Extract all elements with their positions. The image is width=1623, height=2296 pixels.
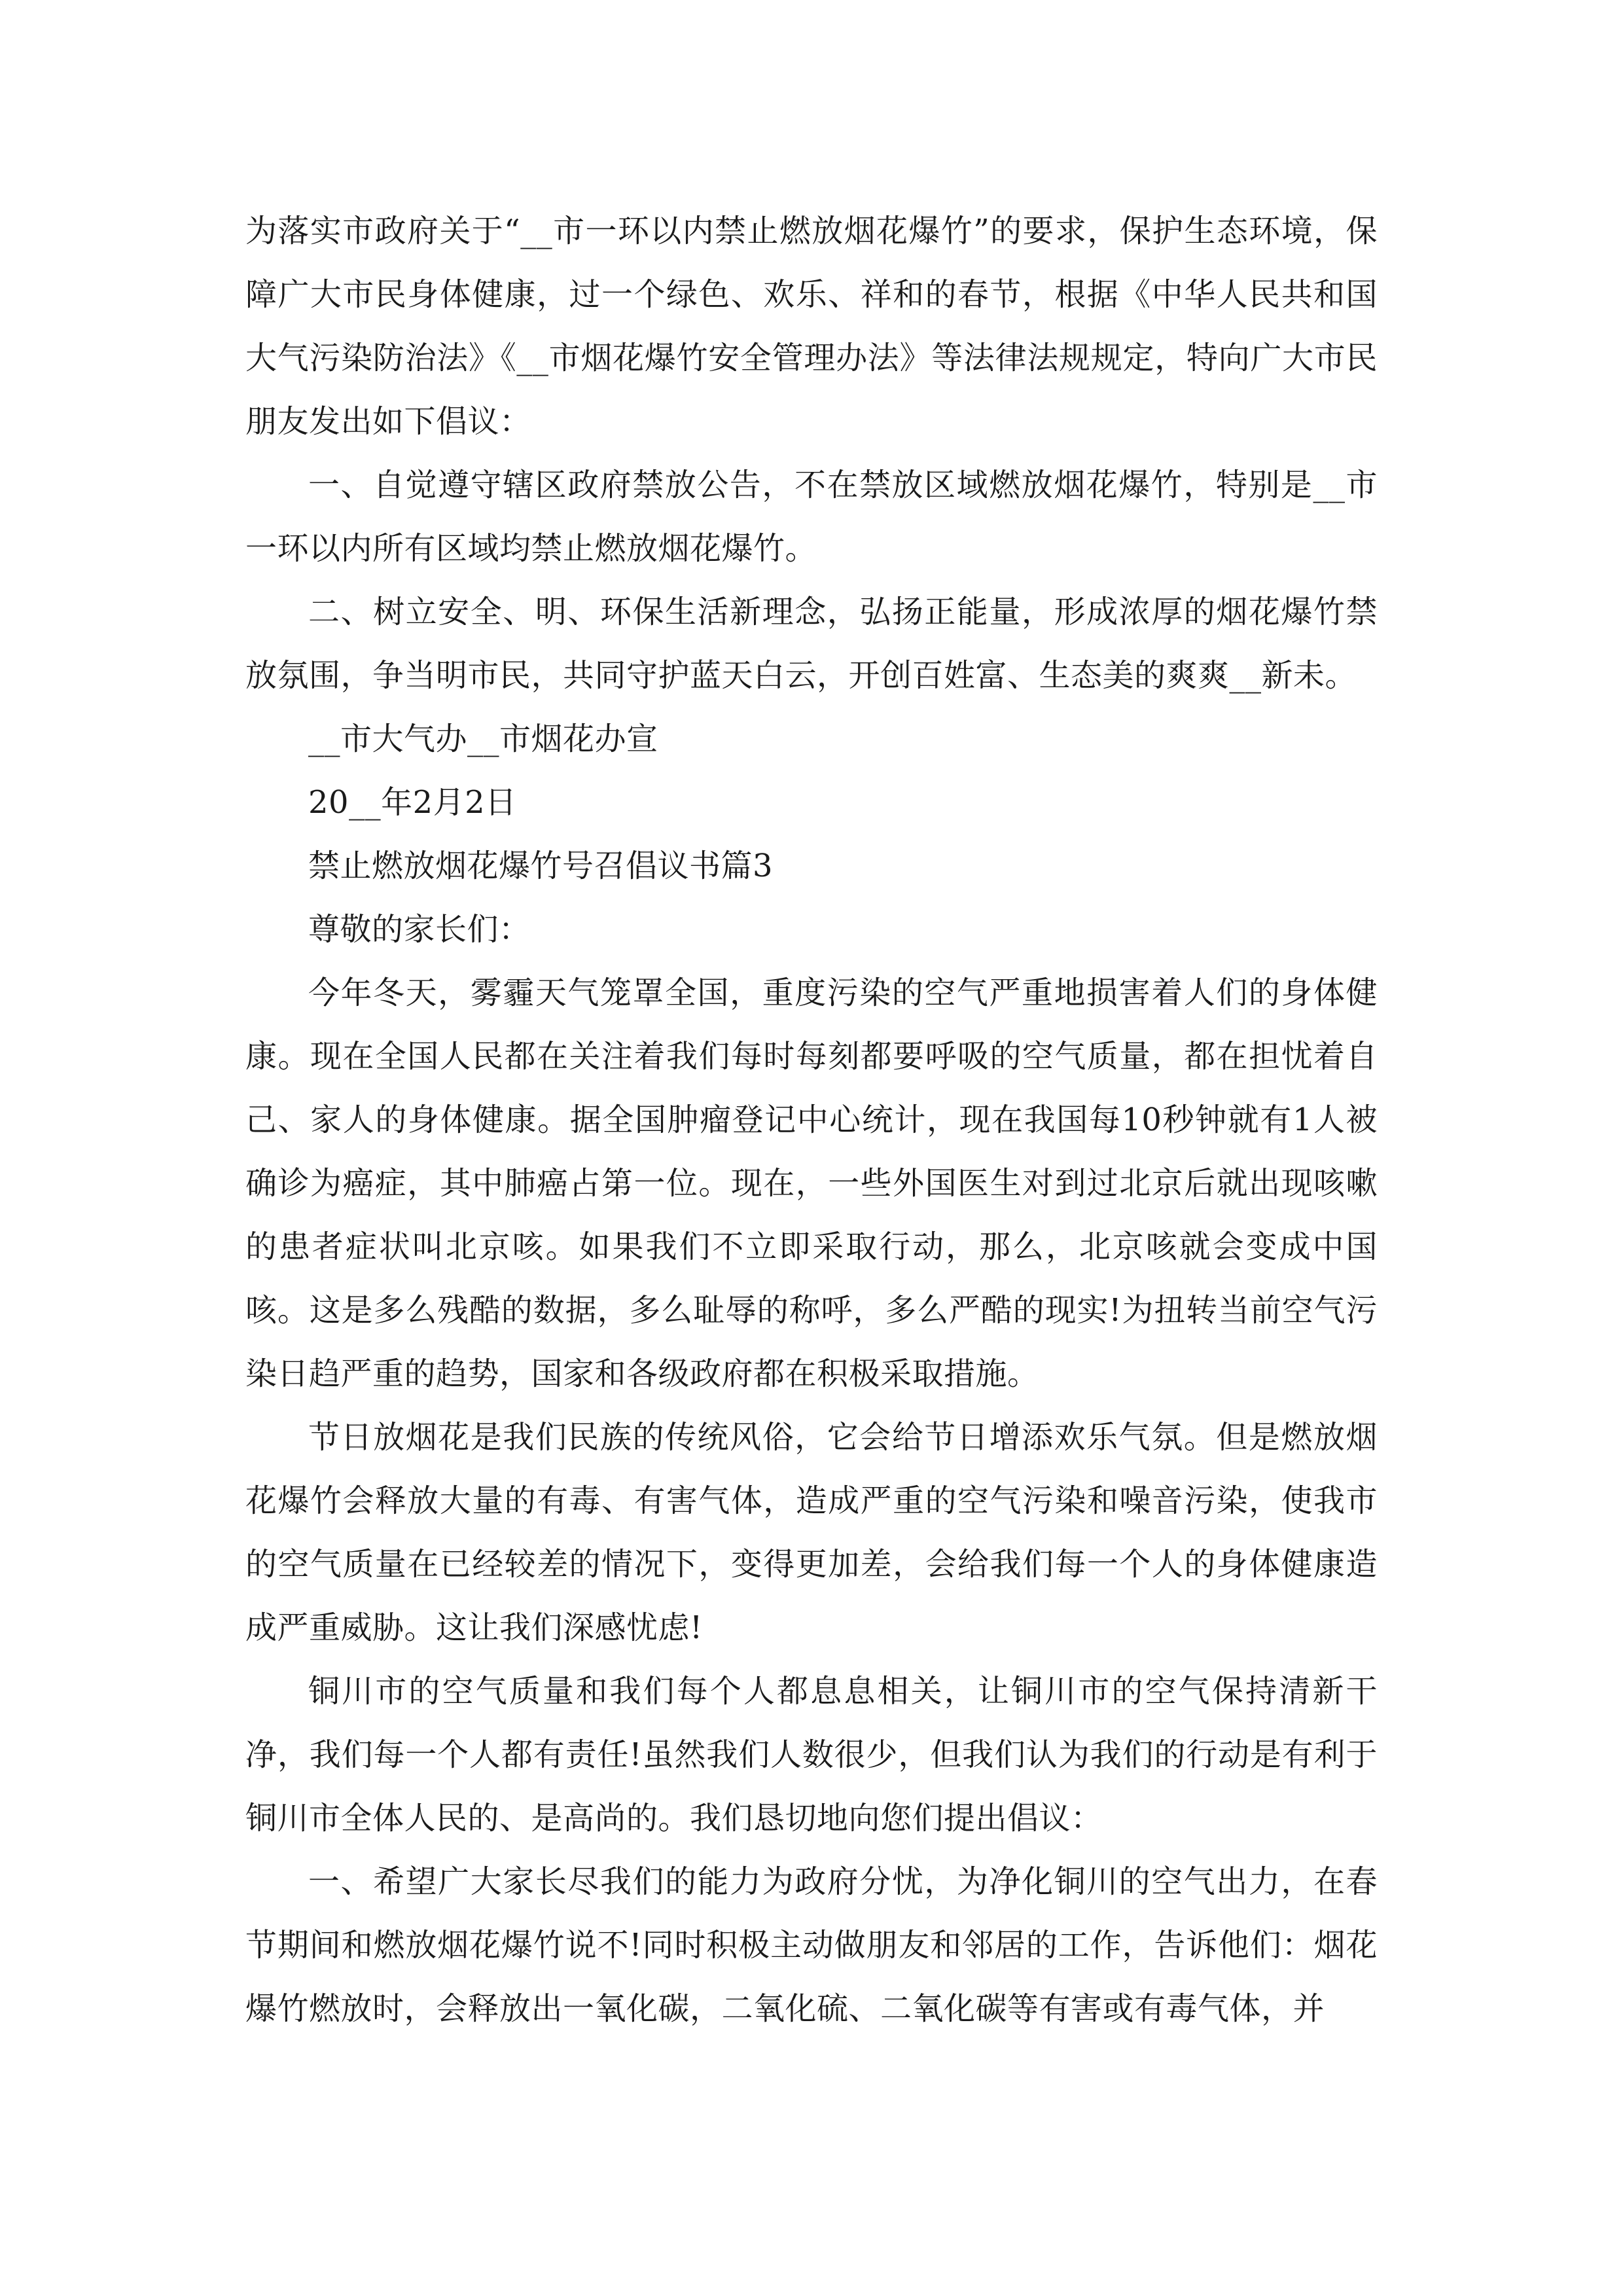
salutation: 尊敬的家长们： xyxy=(308,911,531,948)
section-title: 禁止燃放烟花爆竹号召倡议书篇3 xyxy=(308,848,774,884)
paragraph-responsibility: 铜川市的空气质量和我们每个人都息息相关，让铜川市的空气保持清新干净，我们每一个人都有责任!虽然我们人数很少，但我们认为我们的行动是有利于铜川市全体人民的、是高尚的。我们恳切地向您们提出倡议： xyxy=(245,1673,1378,1837)
paragraph-point-two: 二、树立安全、明、环保生活新理念，弘扬正能量，形成浓厚的烟花爆竹禁放氛围，争当明市民，共同守护蓝天白云，开创百姓富、生态美的爽爽__新未。 xyxy=(245,594,1378,694)
paragraph-background: 今年冬天，雾霾天气笼罩全国，重度污染的空气严重地损害着人们的身体健康。现在全国人民都在关注着我们每时每刻都要呼吸的空气质量，都在担忧着自己、家人的身体健康。据全国肿瘤登记中心统计，现在我国每10秒钟就有1人被确诊为癌症，其中肺癌占第一位。现在，一些外国医生对到过北京后就出现咳嗽的患者症状叫北京咳。如果我们不立即采取行动，那么，北京咳就会变成中国咳。这是多么残酷的数据，多么耻辱的称呼，多么严酷的现实!为扭转当前空气污染日趋严重的趋势，国家和各级政府都在积极采取措施。 xyxy=(245,975,1378,1392)
paragraph-fireworks-harm: 节日放烟花是我们民族的传统风俗，它会给节日增添欢乐气氛。但是燃放烟花爆竹会释放大量的有毒、有害气体，造成严重的空气污染和噪音污染，使我市的空气质量在已经较差的情况下，变得更加差，会给我们每一个人的身体健康造成严重威胁。这让我们深感忧虑! xyxy=(245,1419,1378,1646)
paragraph-proposal-one: 一、希望广大家长尽我们的能力为政府分忧，为净化铜川的空气出力，在春节期间和燃放烟花爆竹说不!同时积极主动做朋友和邻居的工作，告诉他们：烟花爆竹燃放时，会释放出一氧化碳，二氧化硫、二氧化碳等有害或有毒气体，并 xyxy=(245,1863,1378,2027)
signature-line: __市大气办__市烟花办宣 xyxy=(308,721,658,757)
paragraph-point-one: 一、自觉遵守辖区政府禁放公告，不在禁放区域燃放烟花爆竹，特别是__市一环以内所有区域均禁止燃放烟花爆竹。 xyxy=(245,467,1378,567)
date-line: 20__年2月2日 xyxy=(308,784,517,821)
document-body xyxy=(245,200,1378,2041)
paragraph-intro: 为落实市政府关于“__市一环以内禁止燃放烟花爆竹”的要求，保护生态环境，保障广大市民身体健康，过一个绿色、欢乐、祥和的春节，根据《中华人民共和国大气污染防治法》《__市烟花爆竹安全管理办法》等法律法规规定，特向广大市民朋友发出如下倡议： xyxy=(245,213,1378,440)
